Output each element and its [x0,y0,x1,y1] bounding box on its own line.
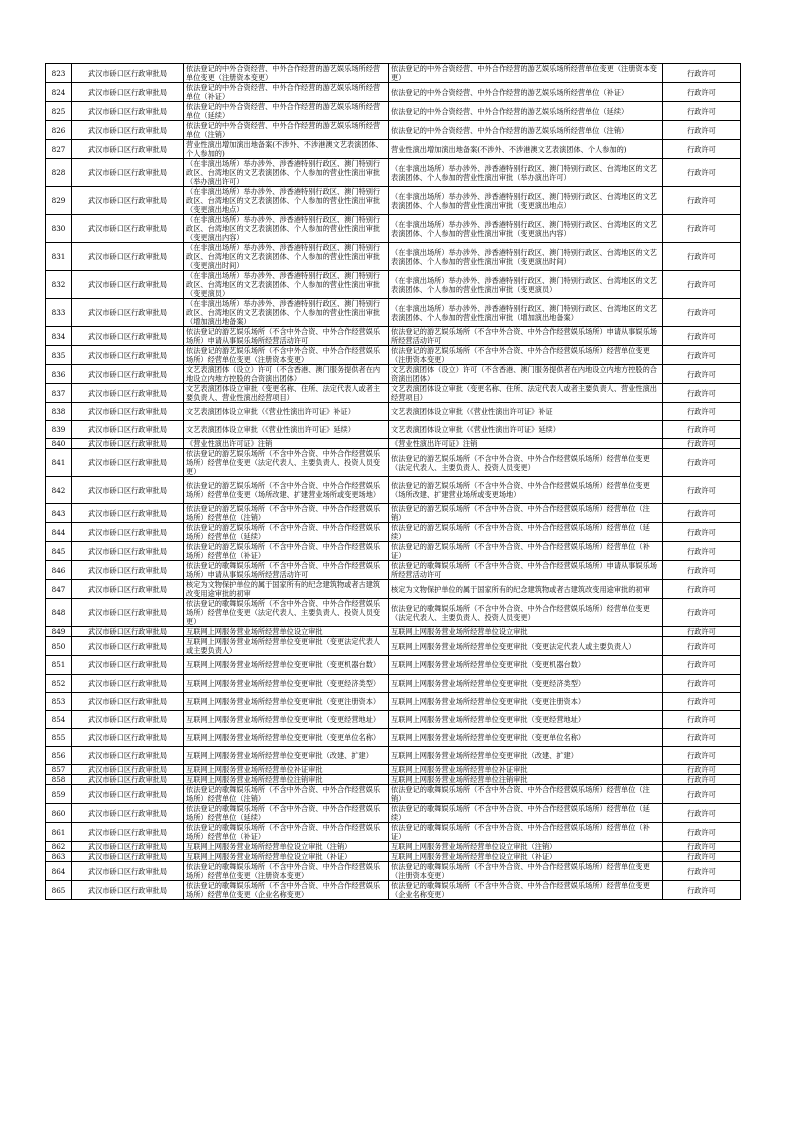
table-row [46,775,741,785]
item-name-cell: 依法登记的歌舞娱乐场所（不含中外合资、中外合作经营娱乐场所）申请从事娱乐场所经营活动许可 [184,561,389,580]
sub-item-cell: 依法登记的歌舞娱乐场所（不含中外合资、中外合作经营娱乐场所）经营单位（补证） [389,823,663,842]
department-cell: 武汉市硚口区行政审批局 [72,384,184,403]
sub-item-cell: 依法登记的游艺娱乐场所（不含中外合资、中外合作经营娱乐场所）申请从事娱乐场所经营活动许可 [389,327,663,346]
department-cell: 武汉市硚口区行政审批局 [72,710,184,728]
row-number-cell: 845 [46,542,72,561]
table-row [46,637,741,656]
item-type-cell: 行政许可 [663,523,741,542]
sub-item-cell: 依法登记的歌舞娱乐场所（不含中外合资、中外合作经营娱乐场所）经营单位（延续） [389,804,663,823]
table-row [46,215,741,243]
row-number-cell: 851 [46,656,72,674]
sub-item-cell: 互联网上网服务营业场所经营单位变更审批（变更经济类型） [389,674,663,692]
item-name-cell: 文艺表演团体设立审批（《营业性演出许可证》延续） [184,421,389,439]
item-name-cell: 核定为文物保护单位的属于国家所有的纪念建筑物或者古建筑改变用途审批的初审 [184,580,389,599]
table-row [46,785,741,804]
table-row [46,862,741,881]
table-row [46,710,741,728]
item-type-cell: 行政许可 [663,710,741,728]
sub-item-cell: 依法登记的游艺娱乐场所（不含中外合资、中外合作经营娱乐场所）经营单位（注销） [389,504,663,523]
table-row [46,365,741,384]
item-type-cell: 行政许可 [663,852,741,862]
table-row [46,439,741,449]
item-type-cell: 行政许可 [663,102,741,121]
sub-item-cell: （在非演出场所）举办涉外、涉香港特别行政区、澳门特别行政区、台湾地区的文艺表演团体、个人参加的营业性演出审批（变更演出内容） [389,215,663,243]
department-cell: 武汉市硚口区行政审批局 [72,842,184,852]
item-type-cell: 行政许可 [663,637,741,656]
department-cell: 武汉市硚口区行政审批局 [72,64,184,83]
item-name-cell: （在非演出场所）举办涉外、涉香港特别行政区、澳门特别行政区、台湾地区的文艺表演团体、个人参加的营业性演出审批（增加演出地备案） [184,299,389,327]
department-cell: 武汉市硚口区行政审批局 [72,852,184,862]
department-cell: 武汉市硚口区行政审批局 [72,121,184,140]
row-number-cell: 843 [46,504,72,523]
row-number-cell: 831 [46,243,72,271]
sub-item-cell: 互联网上网服务营业场所经营单位设立审批（补证） [389,852,663,862]
sub-item-cell: 依法登记的游艺娱乐场所（不含中外合资、中外合作经营娱乐场所）经营单位变更（法定代表人、主要负责人、投资人员变更） [389,449,663,477]
row-number-cell: 827 [46,140,72,159]
sub-item-cell: 互联网上网服务营业场所经营单位变更审批（变更机器台数） [389,656,663,674]
sub-item-cell: 依法登记的中外合资经营、中外合作经营的游艺娱乐场所经营单位变更（注册资本变更） [389,64,663,83]
row-number-cell: 857 [46,765,72,775]
item-name-cell: （在非演出场所）举办涉外、涉香港特别行政区、澳门特别行政区、台湾地区的文艺表演团体、个人参加的营业性演出审批（变更演出内容） [184,215,389,243]
item-type-cell: 行政许可 [663,862,741,881]
item-name-cell: 互联网上网服务营业场所经营单位设立审批（注销） [184,842,389,852]
sub-item-cell: 依法登记的游艺娱乐场所（不含中外合资、中外合作经营娱乐场所）经营单位（补证） [389,542,663,561]
item-type-cell: 行政许可 [663,403,741,421]
sub-item-cell: 互联网上网服务营业场所经营单位变更审批（变更单位名称） [389,728,663,746]
department-cell: 武汉市硚口区行政审批局 [72,523,184,542]
row-number-cell: 829 [46,187,72,215]
item-name-cell: 依法登记的歌舞娱乐场所（不含中外合资、中外合作经营娱乐场所）经营单位（补证） [184,823,389,842]
row-number-cell: 858 [46,775,72,785]
table-row [46,504,741,523]
table-row [46,542,741,561]
table-row [46,64,741,83]
department-cell: 武汉市硚口区行政审批局 [72,159,184,187]
item-name-cell: 依法登记的歌舞娱乐场所（不含中外合资、中外合作经营娱乐场所）经营单位变更（法定代表人、主要负责人、投资人员变更） [184,599,389,627]
department-cell: 武汉市硚口区行政审批局 [72,271,184,299]
item-name-cell: 互联网上网服务营业场所经营单位变更审批（变更注册资本） [184,692,389,710]
table-row [46,728,741,746]
item-name-cell: 依法登记的中外合资经营、中外合作经营的游艺娱乐场所经营单位（补证） [184,83,389,102]
item-type-cell: 行政许可 [663,346,741,365]
item-type-cell: 行政许可 [663,299,741,327]
row-number-cell: 847 [46,580,72,599]
table-row [46,523,741,542]
department-cell: 武汉市硚口区行政审批局 [72,746,184,764]
department-cell: 武汉市硚口区行政审批局 [72,299,184,327]
item-type-cell: 行政许可 [663,439,741,449]
row-number-cell: 825 [46,102,72,121]
sub-item-cell: 依法登记的游艺娱乐场所（不含中外合资、中外合作经营娱乐场所）经营单位（延续） [389,523,663,542]
table-row [46,421,741,439]
item-name-cell: 依法登记的歌舞娱乐场所（不含中外合资、中外合作经营娱乐场所）经营单位变更（企业名称变更） [184,881,389,900]
item-name-cell: 依法登记的中外合资经营、中外合作经营的游艺娱乐场所经营单位变更（注册资本变更） [184,64,389,83]
item-name-cell: 依法登记的歌舞娱乐场所（不含中外合资、中外合作经营娱乐场所）经营单位（延续） [184,804,389,823]
department-cell: 武汉市硚口区行政审批局 [72,862,184,881]
item-name-cell: （在非演出场所）举办涉外、涉香港特别行政区、澳门特别行政区、台湾地区的文艺表演团体、个人参加的营业性演出审批（变更演员） [184,271,389,299]
row-number-cell: 846 [46,561,72,580]
sub-item-cell: 核定为文物保护单位的属于国家所有的纪念建筑物或者古建筑改变用途审批的初审 [389,580,663,599]
item-type-cell: 行政许可 [663,365,741,384]
row-number-cell: 853 [46,692,72,710]
sub-item-cell: 互联网上网服务营业场所经营单位设立审批（注销） [389,842,663,852]
item-type-cell: 行政许可 [663,384,741,403]
sub-item-cell: 互联网上网服务营业场所经营单位设立审批 [389,627,663,637]
row-number-cell: 823 [46,64,72,83]
department-cell: 武汉市硚口区行政审批局 [72,449,184,477]
row-number-cell: 855 [46,728,72,746]
department-cell: 武汉市硚口区行政审批局 [72,542,184,561]
row-number-cell: 836 [46,365,72,384]
item-type-cell: 行政许可 [663,477,741,504]
table-row [46,881,741,900]
row-number-cell: 856 [46,746,72,764]
item-type-cell: 行政许可 [663,599,741,627]
table-row [46,187,741,215]
department-cell: 武汉市硚口区行政审批局 [72,785,184,804]
item-type-cell: 行政许可 [663,674,741,692]
sub-item-cell: 依法登记的中外合资经营、中外合作经营的游艺娱乐场所经营单位（延续） [389,102,663,121]
row-number-cell: 838 [46,403,72,421]
item-name-cell: 互联网上网服务营业场所经营单位变更审批（变更法定代表人或主要负责人） [184,637,389,656]
table-row [46,746,741,764]
item-name-cell: 依法登记的歌舞娱乐场所（不含中外合资、中外合作经营娱乐场所）经营单位变更（注册资本变更） [184,862,389,881]
row-number-cell: 863 [46,852,72,862]
row-number-cell: 849 [46,627,72,637]
item-name-cell: 互联网上网服务营业场所经营单位设立审批（补证） [184,852,389,862]
item-type-cell: 行政许可 [663,504,741,523]
sub-item-cell: 互联网上网服务营业场所经营单位变更审批（变更经营地址） [389,710,663,728]
sub-item-cell: 文艺表演团体设立审批（《营业性演出许可证》补证 [389,403,663,421]
department-cell: 武汉市硚口区行政审批局 [72,599,184,627]
row-number-cell: 828 [46,159,72,187]
table-row [46,327,741,346]
row-number-cell: 841 [46,449,72,477]
table-row [46,83,741,102]
item-type-cell: 行政许可 [663,561,741,580]
item-name-cell: 依法登记的游艺娱乐场所（不含中外合资、中外合作经营娱乐场所）经营单位（延续） [184,523,389,542]
table-row [46,403,741,421]
row-number-cell: 842 [46,477,72,504]
row-number-cell: 860 [46,804,72,823]
item-type-cell: 行政许可 [663,580,741,599]
table-row [46,561,741,580]
sub-item-cell: （在非演出场所）举办涉外、涉香港特别行政区、澳门特别行政区、台湾地区的文艺表演团体、个人参加的营业性演出审批（举办演出许可） [389,159,663,187]
item-type-cell: 行政许可 [663,271,741,299]
item-name-cell: （在非演出场所）举办涉外、涉香港特别行政区、澳门特别行政区、台湾地区的文艺表演团体、个人参加的营业性演出审批（变更演出地点） [184,187,389,215]
department-cell: 武汉市硚口区行政审批局 [72,580,184,599]
sub-item-cell: 互联网上网服务营业场所经营单位补证审批 [389,765,663,775]
table-row [46,346,741,365]
sub-item-cell: （在非演出场所）举办涉外、涉香港特别行政区、澳门特别行政区、台湾地区的文艺表演团体、个人参加的营业性演出审批（变更演出时间） [389,243,663,271]
row-number-cell: 865 [46,881,72,900]
row-number-cell: 844 [46,523,72,542]
item-name-cell: 文艺表演团体（设立）许可（不含香港、澳门服务提供者在内地设立内地方控股的合资演出团体） [184,365,389,384]
item-type-cell: 行政许可 [663,243,741,271]
department-cell: 武汉市硚口区行政审批局 [72,627,184,637]
table-row [46,121,741,140]
sub-item-cell: 文艺表演团体（设立）许可（不含香港、澳门服务提供者在内地设立内地方控股的合资演出团体） [389,365,663,384]
department-cell: 武汉市硚口区行政审批局 [72,327,184,346]
item-type-cell: 行政许可 [663,327,741,346]
department-cell: 武汉市硚口区行政审批局 [72,403,184,421]
item-name-cell: 依法登记的中外合资经营、中外合作经营的游艺娱乐场所经营单位（注销） [184,121,389,140]
table-row [46,656,741,674]
item-type-cell: 行政许可 [663,785,741,804]
item-name-cell: 依法登记的游艺娱乐场所（不含中外合资、中外合作经营娱乐场所）经营单位（注销） [184,504,389,523]
department-cell: 武汉市硚口区行政审批局 [72,656,184,674]
row-number-cell: 854 [46,710,72,728]
department-cell: 武汉市硚口区行政审批局 [72,823,184,842]
table-body [46,64,741,900]
item-name-cell: （在非演出场所）举办涉外、涉香港特别行政区、澳门特别行政区、台湾地区的文艺表演团体、个人参加的营业性演出审批（举办演出许可） [184,159,389,187]
row-number-cell: 864 [46,862,72,881]
table-row [46,243,741,271]
department-cell: 武汉市硚口区行政审批局 [72,140,184,159]
item-name-cell: 互联网上网服务营业场所经营单位变更审批（改建、扩建） [184,746,389,764]
table-row [46,477,741,504]
row-number-cell: 824 [46,83,72,102]
table-row [46,159,741,187]
item-type-cell: 行政许可 [663,121,741,140]
item-type-cell: 行政许可 [663,215,741,243]
sub-item-cell: 依法登记的中外合资经营、中外合作经营的游艺娱乐场所经营单位（注销） [389,121,663,140]
item-type-cell: 行政许可 [663,775,741,785]
department-cell: 武汉市硚口区行政审批局 [72,561,184,580]
table-row [46,449,741,477]
item-name-cell: 互联网上网服务营业场所经营单位变更审批（变更经营地址） [184,710,389,728]
sub-item-cell: （在非演出场所）举办涉外、涉香港特别行政区、澳门特别行政区、台湾地区的文艺表演团体、个人参加的营业性演出审批（变更演员） [389,271,663,299]
row-number-cell: 839 [46,421,72,439]
item-type-cell: 行政许可 [663,187,741,215]
table-row [46,271,741,299]
sub-item-cell: 依法登记的歌舞娱乐场所（不含中外合资、中外合作经营娱乐场所）申请从事娱乐场所经营活动许可 [389,561,663,580]
table-row [46,599,741,627]
row-number-cell: 832 [46,271,72,299]
document-table [45,63,741,900]
table-row [46,692,741,710]
row-number-cell: 837 [46,384,72,403]
item-type-cell: 行政许可 [663,421,741,439]
row-number-cell: 850 [46,637,72,656]
item-name-cell: 互联网上网服务营业场所经营单位变更审批（变更经济类型） [184,674,389,692]
row-number-cell: 830 [46,215,72,243]
department-cell: 武汉市硚口区行政审批局 [72,765,184,775]
item-name-cell: 依法登记的游艺娱乐场所（不含中外合资、中外合作经营娱乐场所）申请从事娱乐场所经营活动许可 [184,327,389,346]
item-type-cell: 行政许可 [663,823,741,842]
sub-item-cell: 依法登记的中外合资经营、中外合作经营的游艺娱乐场所经营单位（补证） [389,83,663,102]
item-type-cell: 行政许可 [663,449,741,477]
item-name-cell: 文艺表演团体设立审批（《营业性演出许可证》补证） [184,403,389,421]
item-name-cell: （在非演出场所）举办涉外、涉香港特别行政区、澳门特别行政区、台湾地区的文艺表演团体、个人参加的营业性演出审批（变更演出时间） [184,243,389,271]
department-cell: 武汉市硚口区行政审批局 [72,477,184,504]
item-type-cell: 行政许可 [663,842,741,852]
item-name-cell: 依法登记的游艺娱乐场所（不含中外合资、中外合作经营娱乐场所）经营单位（补证） [184,542,389,561]
sub-item-cell: 依法登记的游艺娱乐场所（不含中外合资、中外合作经营娱乐场所）经营单位变更（注册资本变更） [389,346,663,365]
item-type-cell: 行政许可 [663,542,741,561]
item-type-cell: 行政许可 [663,692,741,710]
table-row [46,765,741,775]
sub-item-cell: 互联网上网服务营业场所经营单位注销审批 [389,775,663,785]
department-cell: 武汉市硚口区行政审批局 [72,421,184,439]
department-cell: 武汉市硚口区行政审批局 [72,439,184,449]
sub-item-cell: （在非演出场所）举办涉外、涉香港特别行政区、澳门特别行政区、台湾地区的文艺表演团体、个人参加的营业性演出审批（变更演出地点） [389,187,663,215]
row-number-cell: 835 [46,346,72,365]
table-row [46,823,741,842]
sub-item-cell: 互联网上网服务营业场所经营单位变更审批（变更注册资本） [389,692,663,710]
item-name-cell: 互联网上网服务营业场所经营单位注销审批 [184,775,389,785]
department-cell: 武汉市硚口区行政审批局 [72,881,184,900]
table-row [46,627,741,637]
row-number-cell: 826 [46,121,72,140]
department-cell: 武汉市硚口区行政审批局 [72,637,184,656]
row-number-cell: 834 [46,327,72,346]
item-name-cell: 文艺表演团体设立审批（变更名称、住所、法定代表人或者主要负责人、营业性演出经营项目） [184,384,389,403]
item-name-cell: 依法登记的歌舞娱乐场所（不含中外合资、中外合作经营娱乐场所）经营单位（注销） [184,785,389,804]
row-number-cell: 833 [46,299,72,327]
item-name-cell: 互联网上网服务营业场所经营单位变更审批（变更单位名称） [184,728,389,746]
department-cell: 武汉市硚口区行政审批局 [72,243,184,271]
item-name-cell: 《营业性演出许可证》注销 [184,439,389,449]
table-row [46,384,741,403]
item-type-cell: 行政许可 [663,728,741,746]
table-row [46,674,741,692]
department-cell: 武汉市硚口区行政审批局 [72,215,184,243]
item-type-cell: 行政许可 [663,64,741,83]
department-cell: 武汉市硚口区行政审批局 [72,728,184,746]
table-row [46,804,741,823]
department-cell: 武汉市硚口区行政审批局 [72,365,184,384]
department-cell: 武汉市硚口区行政审批局 [72,83,184,102]
item-name-cell: 互联网上网服务营业场所经营单位设立审批 [184,627,389,637]
department-cell: 武汉市硚口区行政审批局 [72,674,184,692]
item-type-cell: 行政许可 [663,83,741,102]
table-row [46,852,741,862]
item-type-cell: 行政许可 [663,881,741,900]
item-name-cell: 互联网上网服务营业场所经营单位补证审批 [184,765,389,775]
table-row [46,842,741,852]
table-row [46,140,741,159]
item-type-cell: 行政许可 [663,140,741,159]
department-cell: 武汉市硚口区行政审批局 [72,504,184,523]
sub-item-cell: 文艺表演团体设立审批（变更名称、住所、法定代表人或者主要负责人、营业性演出经营项目） [389,384,663,403]
department-cell: 武汉市硚口区行政审批局 [72,187,184,215]
item-name-cell: 营业性演出增加演出地备案(不涉外、不涉港澳文艺表演团体、个人参加的) [184,140,389,159]
item-name-cell: 互联网上网服务营业场所经营单位变更审批（变更机器台数） [184,656,389,674]
row-number-cell: 848 [46,599,72,627]
item-type-cell: 行政许可 [663,627,741,637]
item-type-cell: 行政许可 [663,746,741,764]
row-number-cell: 862 [46,842,72,852]
table-row [46,580,741,599]
table-row [46,102,741,121]
sub-item-cell: （在非演出场所）举办涉外、涉香港特别行政区、澳门特别行政区、台湾地区的文艺表演团体、个人参加的营业性演出审批（增加演出地备案） [389,299,663,327]
sub-item-cell: 《营业性演出许可证》注销 [389,439,663,449]
sub-item-cell: 依法登记的歌舞娱乐场所（不含中外合资、中外合作经营娱乐场所）经营单位变更（法定代表人、主要负责人、投资人员变更） [389,599,663,627]
department-cell: 武汉市硚口区行政审批局 [72,692,184,710]
department-cell: 武汉市硚口区行政审批局 [72,346,184,365]
table-row [46,299,741,327]
item-type-cell: 行政许可 [663,159,741,187]
item-name-cell: 依法登记的游艺娱乐场所（不含中外合资、中外合作经营娱乐场所）经营单位变更（场所改建、扩建营业场所或变更场地） [184,477,389,504]
sub-item-cell: 依法登记的歌舞娱乐场所（不含中外合资、中外合作经营娱乐场所）经营单位变更（企业名称变更） [389,881,663,900]
department-cell: 武汉市硚口区行政审批局 [72,102,184,121]
department-cell: 武汉市硚口区行政审批局 [72,804,184,823]
sub-item-cell: 文艺表演团体设立审批（《营业性演出许可证》延续） [389,421,663,439]
sub-item-cell: 依法登记的歌舞娱乐场所（不含中外合资、中外合作经营娱乐场所）经营单位变更（注册资本变更） [389,862,663,881]
item-name-cell: 依法登记的中外合资经营、中外合作经营的游艺娱乐场所经营单位（延续） [184,102,389,121]
item-type-cell: 行政许可 [663,656,741,674]
item-name-cell: 依法登记的游艺娱乐场所（不含中外合资、中外合作经营娱乐场所）经营单位变更（注册资本变更） [184,346,389,365]
sub-item-cell: 依法登记的游艺娱乐场所（不含中外合资、中外合作经营娱乐场所）经营单位变更（场所改建、扩建营业场所或变更场地） [389,477,663,504]
item-name-cell: 依法登记的游艺娱乐场所（不含中外合资、中外合作经营娱乐场所）经营单位变更（法定代表人、主要负责人、投资人员变更） [184,449,389,477]
item-type-cell: 行政许可 [663,765,741,775]
row-number-cell: 840 [46,439,72,449]
sub-item-cell: 依法登记的歌舞娱乐场所（不含中外合资、中外合作经营娱乐场所）经营单位（注销） [389,785,663,804]
row-number-cell: 861 [46,823,72,842]
sub-item-cell: 互联网上网服务营业场所经营单位变更审批（改建、扩建） [389,746,663,764]
row-number-cell: 852 [46,674,72,692]
sub-item-cell: 营业性演出增加演出地备案(不涉外、不涉港澳文艺表演团体、个人参加的) [389,140,663,159]
row-number-cell: 859 [46,785,72,804]
item-type-cell: 行政许可 [663,804,741,823]
sub-item-cell: 互联网上网服务营业场所经营单位变更审批（变更法定代表人或主要负责人） [389,637,663,656]
department-cell: 武汉市硚口区行政审批局 [72,775,184,785]
